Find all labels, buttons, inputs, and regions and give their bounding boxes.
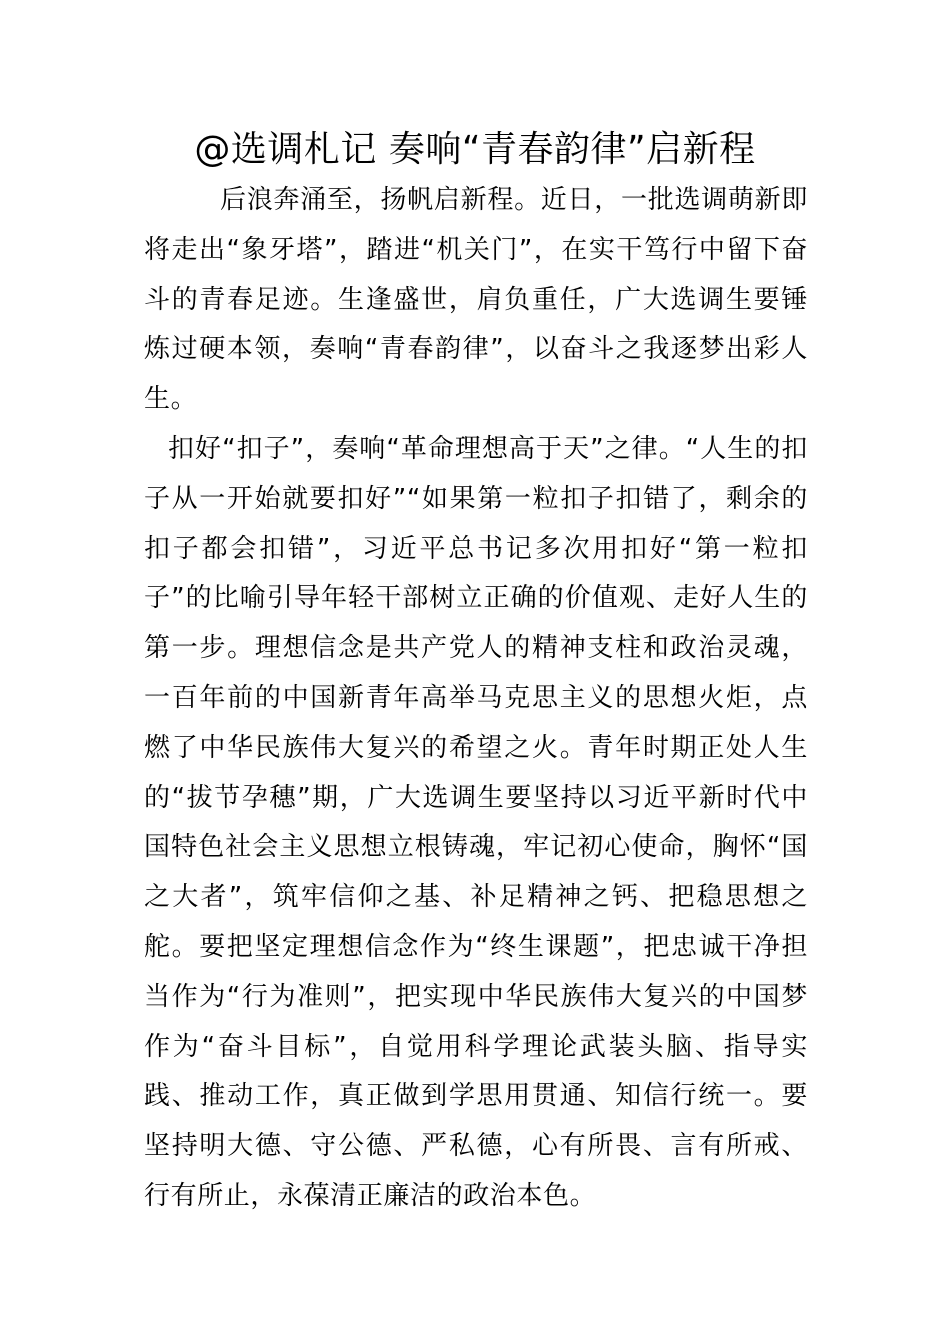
- document-body: [144, 176, 808, 1222]
- paragraph-ideals: 扣好“扣子”，奏响“革命理想高于天”之律。“人生的扣子从一开始就要扣好”“如果第一粒扣子扣错了，剩余的扣子都会扣错”，习近平总书记多次用扣好“第一粒扣子”的比喻引导年轻干部树立正确的价值观、走好人生的第一步。理想信念是共产党人的精神支柱和政治灵魂，一百年前的中国新青年高举马克思主义的思想火炬，点燃了中华民族伟大复兴的希望之火。青年时期正处人生的“拔节孕穗”期，广大选调生要坚持以习近平新时代中国特色社会主义思想立根铸魂，牢记初心使命，胸怀“国之大者”，筑牢信仰之基、补足精神之钙、把稳思想之舵。要把坚定理想信念作为“终生课题”，把忠诚干净担当作为“行为准则”，把实现中华民族伟大复兴的中国梦作为“奋斗目标”，自觉用科学理论武装头脑、指导实践、推动工作，真正做到学思用贯通、知信行统一。要坚持明大德、守公德、严私德，心有所畏、言有所戒、行有所止，永葆清正廉洁的政治本色。: [144, 433, 808, 1211]
- paragraph-intro: 后浪奔涌至，扬帆启新程。近日，一批选调萌新即将走出“象牙塔”，踏进“机关门”，在实干笃行中留下奋斗的青春足迹。生逢盛世，肩负重任，广大选调生要锤炼过硬本领，奏响“青春韵律”，以奋斗之我逐梦出彩人生。: [144, 185, 808, 415]
- document-title: @选调札记 奏响“青春韵律”启新程: [194, 129, 756, 170]
